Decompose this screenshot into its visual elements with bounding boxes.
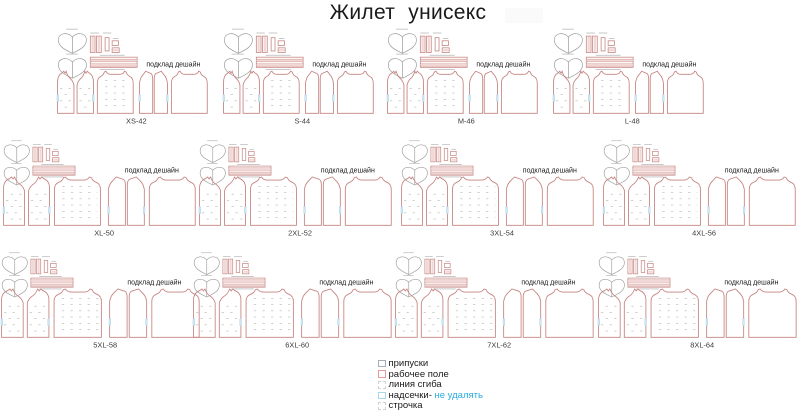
front-right-piece [624,289,646,337]
pattern-group-XL-50 [2,138,198,238]
lining-front-right-piece [320,71,333,113]
lining-front-right-piece [650,71,663,113]
back-piece [448,289,495,337]
accessory-pieces [194,253,265,297]
front-left-piece [2,289,24,337]
notch-mark [743,319,745,326]
front-right-piece [225,177,246,225]
lining-label: подклад дешайн [320,167,375,175]
legend-item-stitch [378,401,483,410]
allowances-swatch[interactable] [378,360,386,368]
lining-front-right-piece [323,177,340,225]
quilting-dashes [390,81,460,108]
size-label: 3XL-54 [490,228,515,238]
lining-front-right-piece [727,177,744,225]
lining-back-piece [546,289,593,337]
front-left-piece [604,177,625,225]
notch-mark [598,319,600,326]
lining-front-right-piece [523,289,540,337]
legend-item-label: линия сгиба [388,379,442,391]
lining-label: подклад дешайн [521,279,576,287]
pattern-group-2XL-52 [198,138,394,238]
lining-front-left-piece [110,289,127,337]
quilting-dashes [556,81,626,108]
notch-mark [540,319,542,326]
back-piece [251,177,297,225]
back-piece [655,177,701,225]
accessory-pieces [554,29,633,78]
pattern-group-XS-42 [56,26,210,126]
back-piece [651,289,698,337]
pattern-group-5XL-58 [0,250,202,350]
collar-band-strip [431,166,473,175]
back-piece [54,289,101,337]
collar-band-strip [90,57,137,67]
notch-mark [1,319,3,326]
lining-front-right-piece [321,289,338,337]
front-left-piece [599,289,621,337]
faint-highlight [505,8,543,23]
fold-line-swatch[interactable] [378,381,386,389]
quilting-dashes [202,186,293,219]
lining-front-left-piece [302,289,319,337]
lining-front-left-piece [304,177,321,225]
legend-item-allowances [378,359,483,368]
notch-mark [139,95,141,102]
notch-mark [57,95,59,102]
notch-mark [109,319,111,326]
quilting-dashes [226,81,296,108]
legend-item-notches [378,391,483,400]
lining-back-piece [149,177,195,225]
front-right-piece [629,177,650,225]
lining-back-piece [749,289,796,337]
notch-mark [635,95,637,102]
lining-front-left-piece [504,289,521,337]
accessory-pieces [58,29,137,78]
collar-band-strip [256,57,303,67]
legend-item-label: припуски [388,358,429,370]
notch-mark [588,95,590,102]
quilting-dashes [404,186,495,219]
collar-band-strip [425,278,467,287]
collar-band-strip [633,166,675,175]
lining-back-piece [749,177,795,225]
notch-mark [301,319,303,326]
front-left-piece [402,177,423,225]
lining-label: подклад дешайн [146,61,201,69]
size-label: L-48 [624,116,640,126]
lining-front-right-piece [154,71,167,113]
size-label: 7XL-62 [487,340,512,350]
notch-mark [662,95,664,102]
pattern-group-L-48 [552,26,706,126]
notch-mark [48,207,50,214]
lining-label: подклад дешайн [312,61,367,69]
front-right-piece [219,289,241,337]
notch-mark [108,207,110,214]
collar-band-strip [223,278,265,287]
size-label: 2XL-52 [288,228,313,238]
lining-front-left-piece [708,177,725,225]
back-piece [593,71,629,113]
lining-back-piece [345,177,391,225]
collar-band-strip [420,57,467,67]
lining-back-piece [547,177,593,225]
lining-label: подклад дешайн [124,167,179,175]
notch-mark [387,95,389,102]
notch-mark [553,95,555,102]
size-label: 4XL-56 [692,228,717,238]
pattern-group-6XL-60 [192,250,394,350]
accessory-pieces [599,253,670,297]
notch-mark [506,207,508,214]
lining-front-right-piece [129,289,146,337]
front-left-piece [396,289,418,337]
accessory-pieces [2,253,73,297]
front-right-piece [421,289,443,337]
notches-warning-text: не удалять [434,389,483,401]
lining-front-left-piece [108,177,125,225]
notch-mark [645,319,647,326]
lining-front-left-piece [707,289,724,337]
size-label: XL-50 [94,228,114,238]
notch-mark [332,95,334,102]
legend-item-label: рабочее поле [388,368,449,380]
notch-mark [304,207,306,214]
quilting-dashes [60,81,130,108]
pattern-group-M-46 [386,26,540,126]
back-piece [55,177,101,225]
quilting-dashes [6,186,97,219]
front-right-piece [427,177,448,225]
front-left-piece [194,289,216,337]
back-piece [263,71,299,113]
lining-label: подклад дешайн [724,167,779,175]
notch-mark [146,319,148,326]
front-left-piece [200,177,221,225]
notch-mark [446,207,448,214]
lining-front-left-piece [305,71,318,113]
notch-mark [743,207,745,214]
accessory-pieces [388,29,467,78]
pattern-group-7XL-62 [394,250,596,350]
back-piece [246,289,293,337]
lining-front-right-piece [484,71,497,113]
lining-back-piece [171,71,207,113]
pattern-group-3XL-54 [400,138,596,238]
notch-mark [305,95,307,102]
notch-mark [422,95,424,102]
notch-mark [223,95,225,102]
notch-mark [706,319,708,326]
lining-front-right-piece [726,289,743,337]
notch-mark [199,207,201,214]
front-right-piece [29,177,50,225]
lining-front-left-piece [635,71,648,113]
page-title: Жилет унисекс [329,1,487,24]
pattern-group-8XL-64 [597,250,799,350]
lining-label: подклад дешайн [724,279,779,287]
legend-item-label: строчка [388,400,423,412]
notch-mark [708,207,710,214]
accessory-pieces [224,29,303,78]
stitch-swatch[interactable] [378,402,386,410]
notch-mark [193,319,195,326]
notch-mark [143,207,145,214]
lining-front-left-piece [139,71,152,113]
front-right-piece [27,289,49,337]
collar-band-strip [31,278,73,287]
size-label: XS-42 [126,116,147,126]
size-label: S-44 [294,116,311,126]
lining-back-piece [667,71,703,113]
lining-back-piece [344,289,391,337]
lining-label: подклад дешайн [319,279,374,287]
lining-label: подклад дешайн [127,279,182,287]
size-label: M-46 [457,116,475,126]
size-label: 5XL-58 [93,340,118,350]
quilting-dashes [4,298,98,331]
pattern-group-4XL-56 [602,138,798,238]
legend-item-work-area [378,370,483,379]
collar-band-strip [229,166,271,175]
collar-band-strip [33,166,75,175]
size-label: 6XL-60 [285,340,310,350]
work-area-swatch[interactable] [378,370,386,378]
quilting-dashes [196,298,290,331]
pattern-group-S-44 [222,26,376,126]
notch-mark [541,207,543,214]
collar-band-strip [628,278,670,287]
notch-mark [339,207,341,214]
notch-mark [442,319,444,326]
notch-mark [469,95,471,102]
lining-front-left-piece [469,71,482,113]
lining-back-piece [501,71,537,113]
notch-mark [338,319,340,326]
accessory-pieces [396,253,467,297]
notch-mark [3,207,5,214]
notch-mark [401,207,403,214]
lining-label: подклад дешайн [522,167,577,175]
back-piece [97,71,133,113]
back-piece [427,71,463,113]
notch-mark [648,207,650,214]
lining-front-right-piece [525,177,542,225]
legend [378,359,483,411]
lining-back-piece [337,71,373,113]
quilting-dashes [606,186,697,219]
notch-mark [244,207,246,214]
notch-mark [48,319,50,326]
back-piece [453,177,499,225]
quilting-dashes [601,298,695,331]
legend-item-fold-line [378,380,483,389]
notch-mark [240,319,242,326]
lining-front-right-piece [127,177,144,225]
size-label: 8XL-64 [690,340,715,350]
notches-swatch[interactable] [378,392,386,400]
lining-front-left-piece [506,177,523,225]
lining-label: подклад дешайн [476,61,531,69]
notch-mark [603,207,605,214]
notch-mark [166,95,168,102]
notch-mark [395,319,397,326]
collar-band-strip [586,57,633,67]
quilting-dashes [398,298,492,331]
notch-mark [503,319,505,326]
notch-mark [92,95,94,102]
notch-mark [496,95,498,102]
lining-label: подклад дешайн [642,61,697,69]
notch-mark [258,95,260,102]
legend-item-label: надсечки- [388,389,435,401]
front-left-piece [4,177,25,225]
